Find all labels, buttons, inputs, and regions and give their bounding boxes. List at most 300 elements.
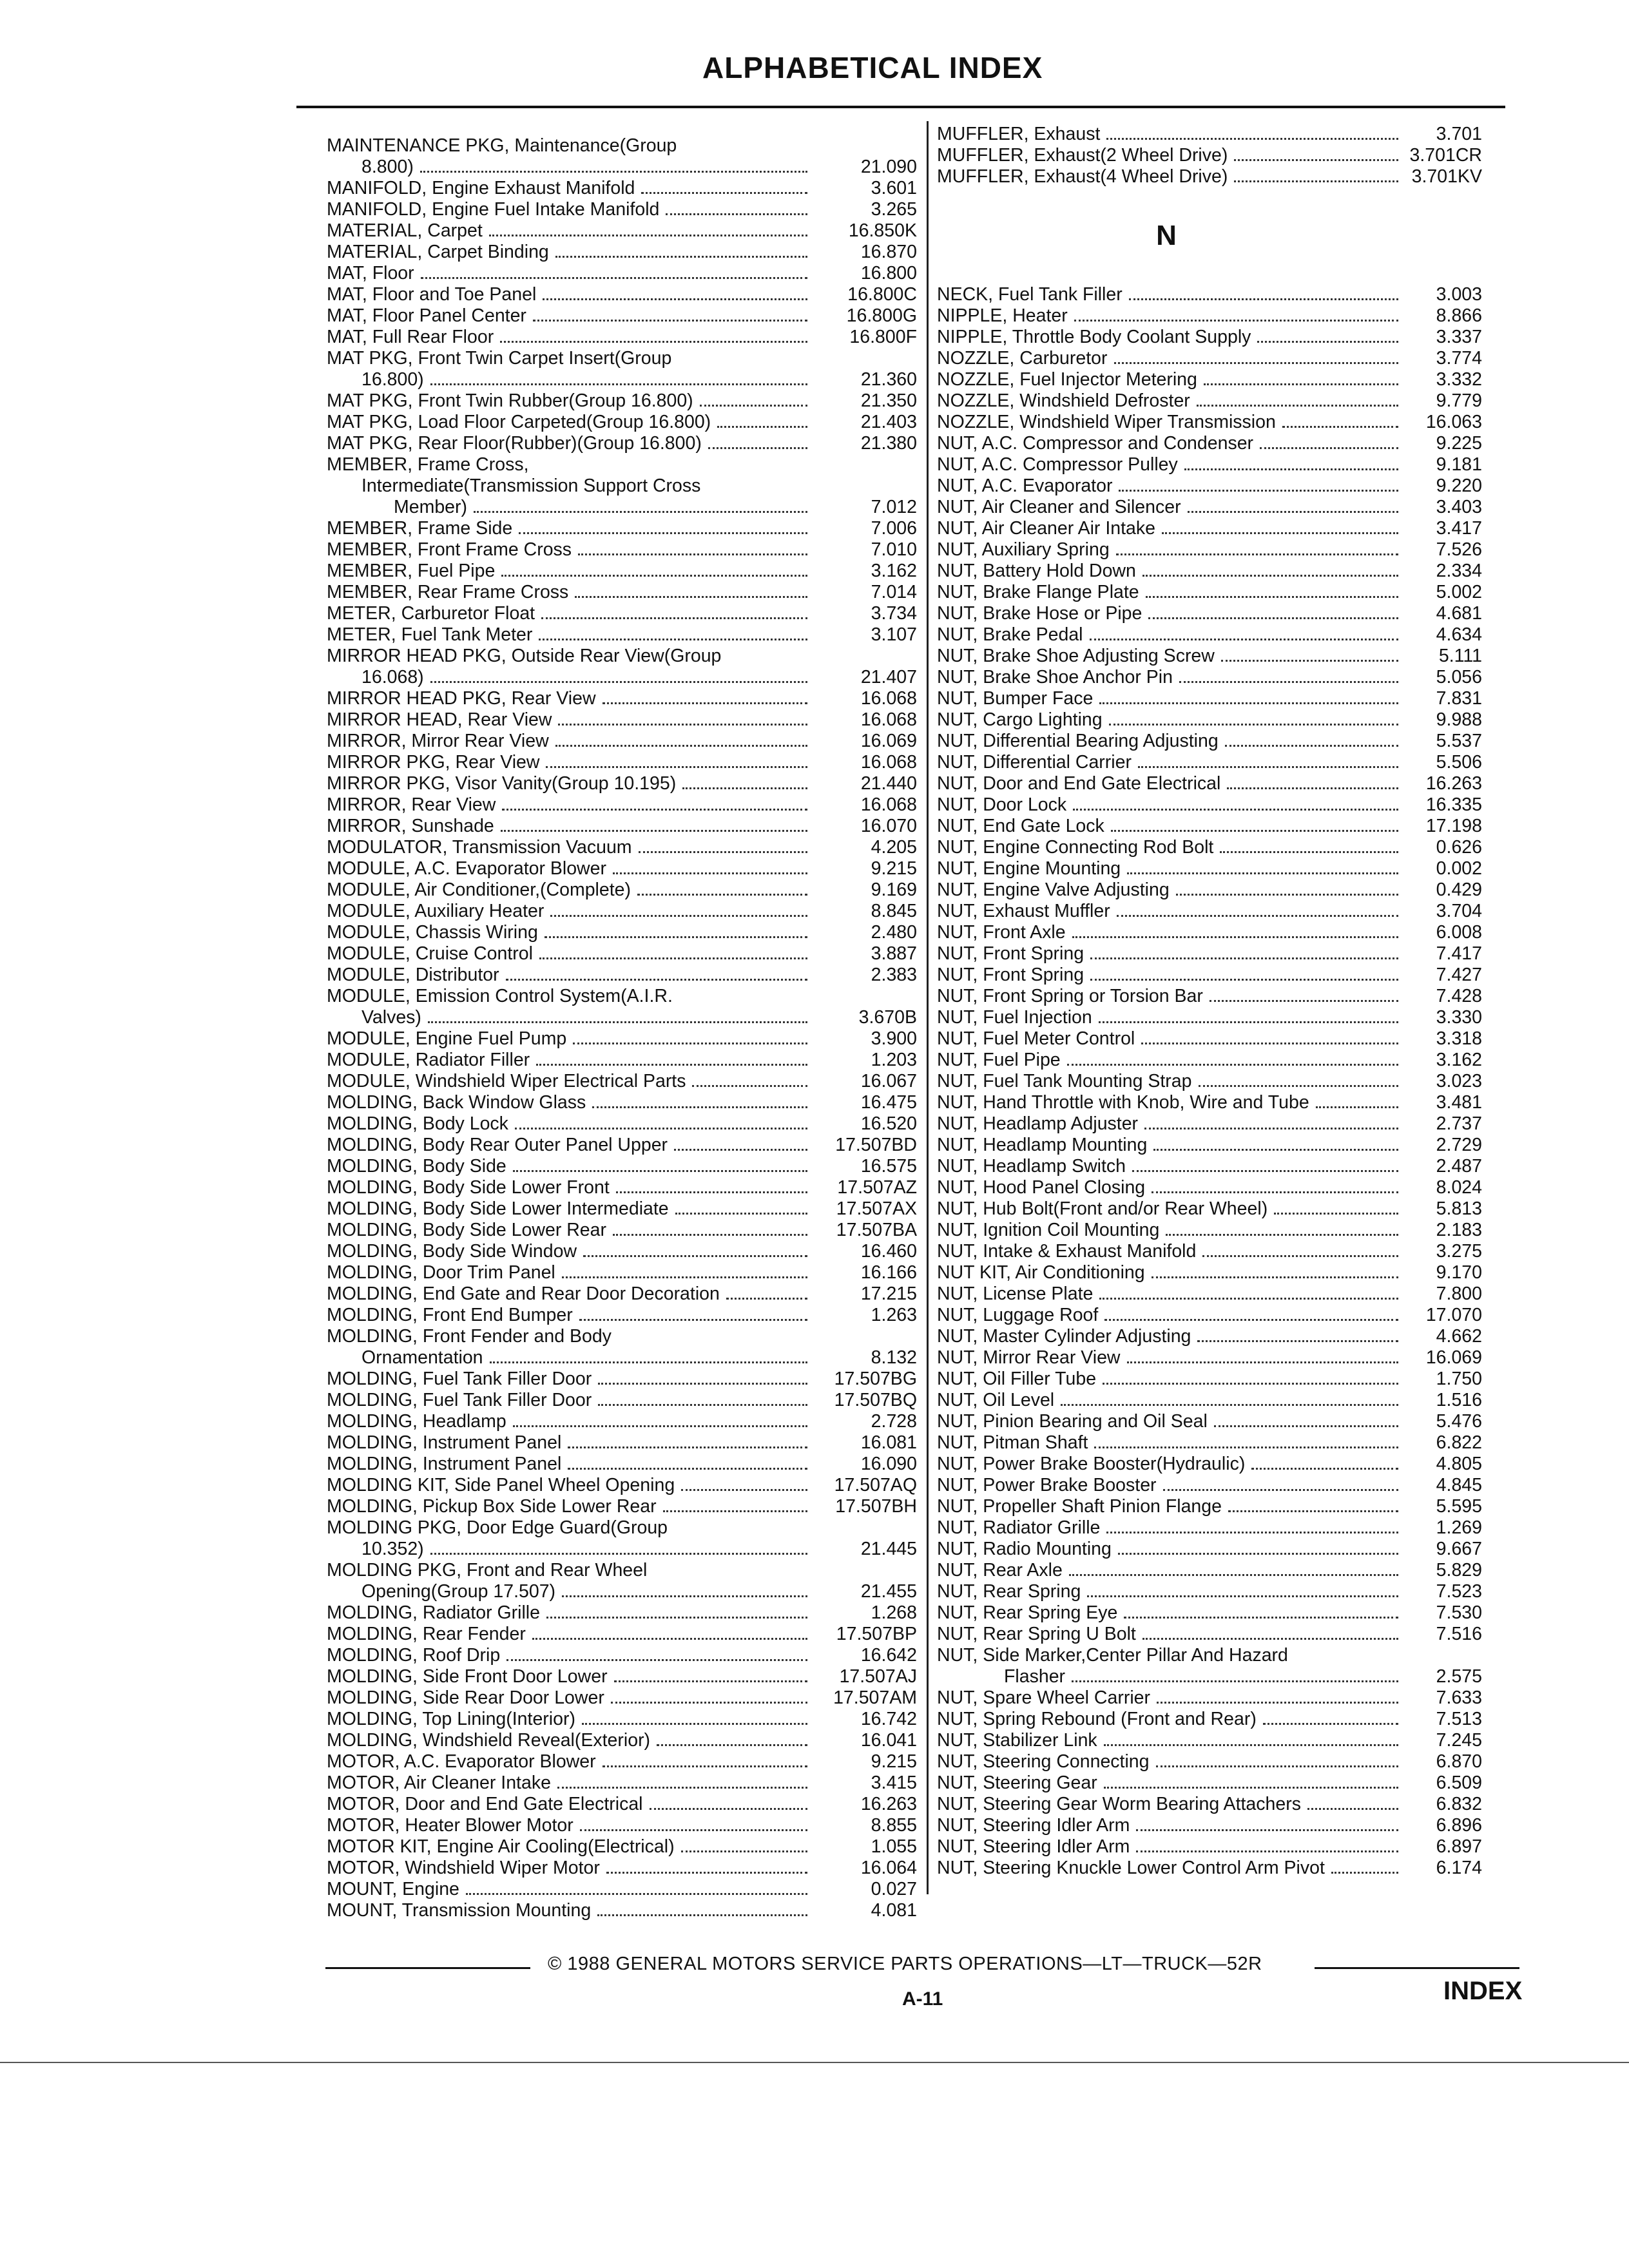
- dot-leader: [1331, 1871, 1398, 1874]
- index-entry-name: MIRROR PKG, Visor Vanity(Group 10.195): [327, 773, 677, 794]
- index-entry-ref: 3.265: [871, 199, 917, 220]
- index-entry-name: NUT, Radiator Grille: [937, 1517, 1101, 1538]
- index-entry: [318, 709, 917, 731]
- index-entry: [318, 1283, 917, 1305]
- dot-leader: [506, 978, 807, 981]
- index-entry: [318, 242, 917, 263]
- dot-leader: [1136, 1850, 1398, 1852]
- index-entry-ref: 16.263: [860, 1794, 917, 1814]
- index-entry-name: NUT, Brake Flange Plate: [937, 582, 1139, 602]
- dot-leader: [1257, 340, 1398, 343]
- index-entry-ref: 3.318: [1436, 1028, 1482, 1049]
- index-entry-name: METER, Fuel Tank Meter: [327, 624, 533, 645]
- index-entry: [318, 1858, 917, 1879]
- index-entry-ref: 3.403: [1436, 497, 1482, 517]
- index-entry-name: NUT, Front Spring or Torsion Bar: [937, 986, 1203, 1006]
- index-entry: [318, 1687, 917, 1709]
- index-entry: [318, 1454, 917, 1475]
- dot-leader: [1282, 425, 1398, 428]
- index-entry-name: MODULE, Radiator Filler: [327, 1050, 530, 1070]
- index-entry: [928, 145, 1482, 166]
- index-entry-ref: 2.334: [1436, 561, 1482, 581]
- index-entry: [928, 1220, 1482, 1241]
- index-entry: [928, 124, 1482, 145]
- index-entry-name: MOTOR, Heater Blower Motor: [327, 1815, 574, 1836]
- dot-leader: [573, 1042, 807, 1044]
- index-entry-name: MEMBER, Frame Side: [327, 518, 513, 539]
- dot-leader: [682, 787, 807, 789]
- dot-leader: [663, 1510, 807, 1512]
- index-entry-ref: 3.003: [1436, 284, 1482, 305]
- index-entry: [318, 539, 917, 561]
- index-entry-name: NUT, Door and End Gate Electrical: [937, 773, 1221, 794]
- index-entry: [928, 412, 1482, 433]
- dot-leader: [1162, 532, 1398, 534]
- index-entry-name: MODULE, Cruise Control: [327, 943, 533, 964]
- index-entry-name: NUT, License Plate: [937, 1283, 1094, 1304]
- index-entry: [318, 1050, 917, 1071]
- dot-leader: [675, 1212, 807, 1215]
- index-entry: [318, 1347, 917, 1369]
- index-entry-ref: 21.380: [860, 433, 917, 454]
- index-entry: [928, 922, 1482, 943]
- index-entry-continuation: Flasher: [1004, 1666, 1066, 1687]
- index-entry-ref: 16.069: [860, 731, 917, 751]
- index-entry-name: MOLDING, Instrument Panel: [327, 1454, 562, 1474]
- index-entry-name: NIPPLE, Throttle Body Coolant Supply: [937, 327, 1251, 347]
- index-entry-ref: 16.520: [860, 1113, 917, 1134]
- dot-leader: [550, 914, 807, 917]
- index-entry: [928, 1050, 1482, 1071]
- index-entry-name: MATERIAL, Carpet Binding: [327, 242, 549, 262]
- index-entry: [318, 1432, 917, 1454]
- index-entry: [318, 1709, 917, 1730]
- dot-leader: [692, 1084, 807, 1087]
- index-entry: [928, 1687, 1482, 1709]
- index-entry-name: MAT, Full Rear Floor: [327, 327, 494, 347]
- dot-leader: [681, 1488, 807, 1491]
- dot-leader: [580, 1829, 807, 1831]
- index-entry-name: MOTOR, Door and End Gate Electrical: [327, 1794, 643, 1814]
- index-entry-name: MAT PKG, Load Floor Carpeted(Group 16.800): [327, 412, 711, 432]
- index-entry: [928, 1581, 1482, 1602]
- index-entry-continuation: 16.800): [361, 369, 424, 390]
- index-entry: [928, 497, 1482, 518]
- index-entry-continuation: 8.800): [361, 157, 414, 177]
- dot-leader: [541, 617, 807, 619]
- index-entry-ref: 5.506: [1436, 752, 1482, 773]
- index-entry: [928, 1624, 1482, 1645]
- dot-leader: [1188, 510, 1398, 513]
- index-entry: [928, 1517, 1482, 1539]
- dot-leader: [1067, 1063, 1398, 1066]
- index-entry-ref: 16.069: [1425, 1347, 1482, 1368]
- dot-leader: [592, 1106, 807, 1108]
- dot-leader: [1234, 159, 1398, 161]
- index-entry: [928, 1858, 1482, 1879]
- index-entry-name: MIRROR HEAD PKG, Rear View: [327, 688, 596, 709]
- index-entry-ref: 3.417: [1436, 518, 1482, 539]
- dot-leader: [1184, 468, 1398, 470]
- index-entry-ref: 6.822: [1436, 1432, 1482, 1453]
- index-entry-ref: 9.170: [1436, 1262, 1482, 1283]
- index-entry-name: MOLDING, Body Side Lower Front: [327, 1177, 610, 1198]
- index-entry-name: NUT, Spring Rebound (Front and Rear): [937, 1709, 1257, 1729]
- index-entry-ref: 16.800: [860, 263, 917, 284]
- index-entry: [318, 497, 917, 518]
- index-entry-name: NUT, Power Brake Booster: [937, 1475, 1157, 1495]
- dot-leader: [539, 638, 807, 640]
- index-entry-name: MOLDING, Pickup Box Side Lower Rear: [327, 1496, 657, 1517]
- dot-leader: [430, 680, 807, 683]
- index-entry-ref: 7.530: [1436, 1602, 1482, 1623]
- index-entry-name: MIRROR, Mirror Rear View: [327, 731, 549, 751]
- index-entry: [928, 1496, 1482, 1517]
- dot-leader: [1176, 893, 1398, 896]
- index-entry-name: MIRROR HEAD, Rear View: [327, 709, 552, 730]
- index-entry-name: MEMBER, Rear Frame Cross: [327, 582, 569, 602]
- dot-leader: [466, 1892, 807, 1895]
- index-entry-ref: 6.870: [1436, 1751, 1482, 1772]
- index-entry-name: MOLDING, Front End Bumper: [327, 1305, 573, 1325]
- index-entry: [318, 390, 917, 412]
- dot-leader: [1094, 1446, 1398, 1448]
- index-entry-ref: 16.335: [1425, 794, 1482, 815]
- index-entry-name: NUT, Door Lock: [937, 794, 1067, 815]
- index-entry-name: MOUNT, Transmission Mounting: [327, 1900, 592, 1921]
- dot-leader: [1179, 680, 1398, 683]
- index-entry: [318, 220, 917, 242]
- index-entry-ref: 5.002: [1436, 582, 1482, 602]
- index-entry-ref: 8.866: [1436, 305, 1482, 326]
- dot-leader: [1090, 978, 1398, 981]
- index-entry-ref: 16.870: [860, 242, 917, 262]
- index-entry-ref: 2.737: [1436, 1113, 1482, 1134]
- index-entry-continuation: 10.352): [361, 1539, 424, 1559]
- index-entry: [318, 1624, 917, 1645]
- index-entry: [318, 922, 917, 943]
- index-entry-name: MUFFLER, Exhaust(4 Wheel Drive): [937, 166, 1228, 187]
- index-entry-ref: 3.162: [871, 561, 917, 581]
- dot-leader: [639, 850, 807, 853]
- index-entry-name: NUT, Fuel Meter Control: [937, 1028, 1135, 1049]
- index-entry: [928, 1326, 1482, 1347]
- dot-leader: [616, 1191, 807, 1193]
- index-entry: [318, 582, 917, 603]
- dot-leader: [558, 723, 807, 726]
- index-entry-ref: 5.829: [1436, 1560, 1482, 1581]
- index-entry: [928, 752, 1482, 773]
- dot-leader: [579, 1318, 807, 1321]
- index-entry-name: MODULE, Auxiliary Heater: [327, 901, 545, 921]
- dot-leader: [1099, 702, 1398, 704]
- index-entry: [318, 369, 917, 390]
- index-entry-name: MODULE, Emission Control System(A.I.R.: [327, 986, 673, 1006]
- index-entry: [928, 1241, 1482, 1262]
- index-entry: [318, 263, 917, 284]
- index-entry: [318, 1369, 917, 1390]
- index-entry-name: NUT, Fuel Pipe: [937, 1050, 1061, 1070]
- index-entry-name: MOLDING, Front Fender and Body: [327, 1326, 612, 1347]
- index-entry-ref: 2.575: [1436, 1666, 1482, 1687]
- dot-leader: [568, 1446, 807, 1448]
- dot-leader: [1220, 850, 1398, 853]
- index-entry-name: NUT, Steering Idler Arm: [937, 1836, 1130, 1857]
- index-entry-name: NUT, Mirror Rear View: [937, 1347, 1121, 1368]
- index-entry-name: MOTOR, Windshield Wiper Motor: [327, 1858, 600, 1878]
- index-entry-name: NUT, Radio Mounting: [937, 1539, 1112, 1559]
- index-entry-ref: 17.507AM: [833, 1687, 917, 1708]
- index-entry-name: MOLDING, Body Side: [327, 1156, 506, 1177]
- dot-leader: [1090, 638, 1398, 640]
- index-entry-ref: 16.064: [860, 1858, 917, 1878]
- index-entry-name: NUT, Rear Spring: [937, 1581, 1081, 1602]
- index-entry-ref: 17.070: [1425, 1305, 1482, 1325]
- index-entry: [318, 1390, 917, 1411]
- index-entry-name: NIPPLE, Heater: [937, 305, 1068, 326]
- dot-leader: [1316, 1106, 1398, 1108]
- index-entry-ref: 4.681: [1436, 603, 1482, 624]
- index-entry: [928, 965, 1482, 986]
- index-entry-ref: 1.263: [871, 1305, 917, 1325]
- index-entry: [928, 582, 1482, 603]
- dot-leader: [1221, 659, 1398, 662]
- index-entry-name: MIRROR PKG, Rear View: [327, 752, 540, 773]
- index-entry-name: NUT, Pinion Bearing and Oil Seal: [937, 1411, 1208, 1432]
- dot-leader: [578, 553, 807, 555]
- index-entry: [928, 986, 1482, 1007]
- index-entry-ref: 6.509: [1436, 1773, 1482, 1793]
- index-entry-name: NUT, Pitman Shaft: [937, 1432, 1088, 1453]
- index-entry: [318, 305, 917, 327]
- index-entry-name: MOLDING, Fuel Tank Filler Door: [327, 1369, 592, 1389]
- footer-rule-right: [1315, 1967, 1519, 1969]
- index-entry-ref: 3.275: [1436, 1241, 1482, 1262]
- index-entry-ref: 4.081: [871, 1900, 917, 1921]
- index-entry-ref: 16.742: [860, 1709, 917, 1729]
- index-entry: [318, 752, 917, 773]
- dot-leader: [1136, 1829, 1398, 1831]
- index-entry-name: MODULE, Air Conditioner,(Complete): [327, 879, 631, 900]
- dot-leader: [1163, 1488, 1398, 1491]
- dot-leader: [1116, 553, 1398, 555]
- index-entry-name: NUT, Oil Level: [937, 1390, 1055, 1410]
- dot-leader: [555, 255, 807, 258]
- index-entry-name: MIRROR HEAD PKG, Outside Rear View(Group: [327, 646, 722, 666]
- index-entry-name: MAT, Floor and Toe Panel: [327, 284, 537, 305]
- n-entries: [928, 284, 1482, 1879]
- index-entry-ref: 8.855: [871, 1815, 917, 1836]
- index-entry-name: NUT, Steering Idler Arm: [937, 1815, 1130, 1836]
- dot-leader: [474, 510, 807, 513]
- index-entry: [318, 1071, 917, 1092]
- index-entry-name: NUT, Master Cylinder Adjusting: [937, 1326, 1191, 1347]
- index-entry-name: MAT, Floor Panel Center: [327, 305, 526, 326]
- index-entry-ref: 5.476: [1436, 1411, 1482, 1432]
- index-entry: [928, 1369, 1482, 1390]
- index-entry-ref: 1.269: [1436, 1517, 1482, 1538]
- index-entry-ref: 4.634: [1436, 624, 1482, 645]
- index-entry-ref: 3.332: [1436, 369, 1482, 390]
- index-entry: [928, 1390, 1482, 1411]
- index-entry: [318, 1305, 917, 1326]
- index-entry-name: METER, Carburetor Float: [327, 603, 535, 624]
- index-entry-name: MAT, Floor: [327, 263, 414, 284]
- dot-leader: [1274, 1212, 1398, 1215]
- index-entry: [928, 1815, 1482, 1836]
- index-entry: [928, 1198, 1482, 1220]
- index-entry-ref: 21.350: [860, 390, 917, 411]
- dot-leader: [490, 1361, 807, 1363]
- index-entry-name: MODULE, Distributor: [327, 965, 499, 985]
- dot-leader: [536, 1063, 807, 1066]
- index-entry: [928, 624, 1482, 646]
- index-entry-ref: 9.215: [871, 858, 917, 879]
- index-entry: [318, 1028, 917, 1050]
- index-entry-name: NECK, Fuel Tank Filler: [937, 284, 1123, 305]
- dot-leader: [597, 1914, 807, 1916]
- index-entry-name: NUT, Stabilizer Link: [937, 1730, 1097, 1751]
- index-entry-name: MODULE, Engine Fuel Pump: [327, 1028, 567, 1049]
- index-entry: [318, 1496, 917, 1517]
- index-entry-ref: 17.507BA: [836, 1220, 917, 1240]
- index-entry: [928, 1539, 1482, 1560]
- dot-leader: [557, 1786, 807, 1789]
- index-entry-ref: 7.427: [1436, 965, 1482, 985]
- index-entry-name: NUT, Headlamp Switch: [937, 1156, 1126, 1177]
- dot-leader: [1153, 1148, 1398, 1151]
- title-rule: [296, 106, 1505, 108]
- index-entry-name: NUT, Rear Spring Eye: [937, 1602, 1118, 1623]
- index-entry-ref: 16.068: [860, 752, 917, 773]
- index-entry-continuation: Valves): [361, 1007, 421, 1028]
- index-entry: [928, 816, 1482, 837]
- index-entry-name: NUT, Battery Hold Down: [937, 561, 1136, 581]
- index-entry-name: MOLDING, Door Trim Panel: [327, 1262, 555, 1283]
- dot-leader: [1141, 1042, 1398, 1044]
- dot-leader: [1234, 180, 1398, 182]
- index-entry-name: MOLDING, Body Side Lower Rear: [327, 1220, 606, 1240]
- index-entry: [318, 561, 917, 582]
- index-entry-ref: 3.601: [871, 178, 917, 198]
- index-entry: [318, 624, 917, 646]
- dot-leader: [1197, 1340, 1398, 1342]
- index-entry: [318, 1751, 917, 1773]
- index-entry-name: MODULE, Chassis Wiring: [327, 922, 538, 943]
- index-entry-ref: 9.181: [1436, 454, 1482, 475]
- index-entry-name: NUT, Brake Pedal: [937, 624, 1083, 645]
- index-entry-ref: 6.008: [1436, 922, 1482, 943]
- index-entry: [928, 1028, 1482, 1050]
- dot-leader: [1099, 1297, 1398, 1300]
- index-entry-ref: 4.205: [871, 837, 917, 858]
- index-entry-name: MOLDING, Roof Drip: [327, 1645, 501, 1666]
- index-entry-ref: 1.516: [1436, 1390, 1482, 1410]
- index-entry-name: NUT, Fuel Tank Mounting Strap: [937, 1071, 1192, 1091]
- dot-leader: [532, 1637, 807, 1640]
- index-entry-ref: 9.667: [1436, 1539, 1482, 1559]
- index-entry-name: NUT, Rear Axle: [937, 1560, 1063, 1581]
- index-entry-ref: 16.166: [860, 1262, 917, 1283]
- dot-leader: [613, 872, 807, 874]
- dot-leader: [1214, 1425, 1398, 1427]
- index-entry-ref: 9.220: [1436, 476, 1482, 496]
- index-entry-name: NUT, Bumper Face: [937, 688, 1094, 709]
- index-entry-ref: 4.805: [1436, 1454, 1482, 1474]
- index-entry-name: MOLDING, Radiator Grille: [327, 1602, 540, 1623]
- index-entry: [318, 688, 917, 709]
- index-entry-name: MOLDING, Headlamp: [327, 1411, 506, 1432]
- dot-leader: [606, 1871, 807, 1874]
- index-entry-ref: 0.027: [871, 1879, 917, 1899]
- index-entry-name: MOLDING, Top Lining(Interior): [327, 1709, 575, 1729]
- index-entry-ref: 16.081: [860, 1432, 917, 1453]
- index-entry-ref: 17.507AZ: [837, 1177, 917, 1198]
- index-entry-name: MOLDING, Windshield Reveal(Exterior): [327, 1730, 651, 1751]
- index-entry-name: MODULE, A.C. Evaporator Blower: [327, 858, 606, 879]
- index-entry-name: NUT, Rear Spring U Bolt: [937, 1624, 1136, 1644]
- index-entry: [928, 943, 1482, 965]
- dot-leader: [546, 765, 807, 768]
- index-entry: [318, 1666, 917, 1687]
- index-entry-ref: 2.729: [1436, 1135, 1482, 1155]
- index-entry-ref: 17.507AJ: [839, 1666, 917, 1687]
- index-entry-ref: 3.670B: [858, 1007, 917, 1028]
- index-entry-ref: 6.896: [1436, 1815, 1482, 1836]
- index-entry-ref: 3.701CR: [1409, 145, 1482, 166]
- dot-leader: [546, 1616, 807, 1619]
- page-number: A-11: [902, 1988, 943, 2010]
- dot-leader: [1099, 1021, 1398, 1023]
- dot-leader: [1142, 1637, 1398, 1640]
- dot-leader: [502, 808, 807, 811]
- dot-leader: [1204, 383, 1398, 385]
- index-entry-ref: 3.023: [1436, 1071, 1482, 1091]
- index-entry-ref: 7.012: [871, 497, 917, 517]
- index-entry: [318, 1198, 917, 1220]
- index-entry-ref: 6.832: [1436, 1794, 1482, 1814]
- dot-leader: [428, 1021, 807, 1023]
- index-entry-ref: 16.850K: [848, 220, 917, 241]
- index-entry-continuation: Intermediate(Transmission Support Cross: [361, 476, 701, 496]
- index-entry-name: NUT, Hub Bolt(Front and/or Rear Wheel): [937, 1198, 1268, 1219]
- index-entry-ref: 16.067: [860, 1071, 917, 1091]
- index-entry-name: MOLDING, Side Rear Door Lower: [327, 1687, 604, 1708]
- index-entry-ref: 21.090: [860, 157, 917, 177]
- dot-leader: [500, 340, 807, 343]
- index-entry-ref: 7.014: [871, 582, 917, 602]
- index-entry: [318, 1794, 917, 1815]
- dot-leader: [430, 383, 807, 385]
- index-entry-name: MOLDING PKG, Door Edge Guard(Group: [327, 1517, 668, 1538]
- index-entry-name: MODULATOR, Transmission Vacuum: [327, 837, 632, 858]
- index-entry-ref: 9.988: [1436, 709, 1482, 730]
- index-entry-ref: 3.415: [871, 1773, 917, 1793]
- index-entry: [928, 1177, 1482, 1198]
- dot-leader: [555, 744, 807, 747]
- index-entry: [928, 1113, 1482, 1135]
- index-entry: [318, 1220, 917, 1241]
- index-entry-name: NUT, Engine Valve Adjusting: [937, 879, 1170, 900]
- index-entry-ref: 16.475: [860, 1092, 917, 1113]
- dot-leader: [1104, 1744, 1398, 1746]
- index-entry-name: NUT, Luggage Roof: [937, 1305, 1099, 1325]
- index-entry-ref: 16.063: [1425, 412, 1482, 432]
- index-entry: [928, 454, 1482, 476]
- dot-leader: [1144, 1127, 1398, 1129]
- index-entry-ref: 5.595: [1436, 1496, 1482, 1517]
- index-entry: [318, 1836, 917, 1858]
